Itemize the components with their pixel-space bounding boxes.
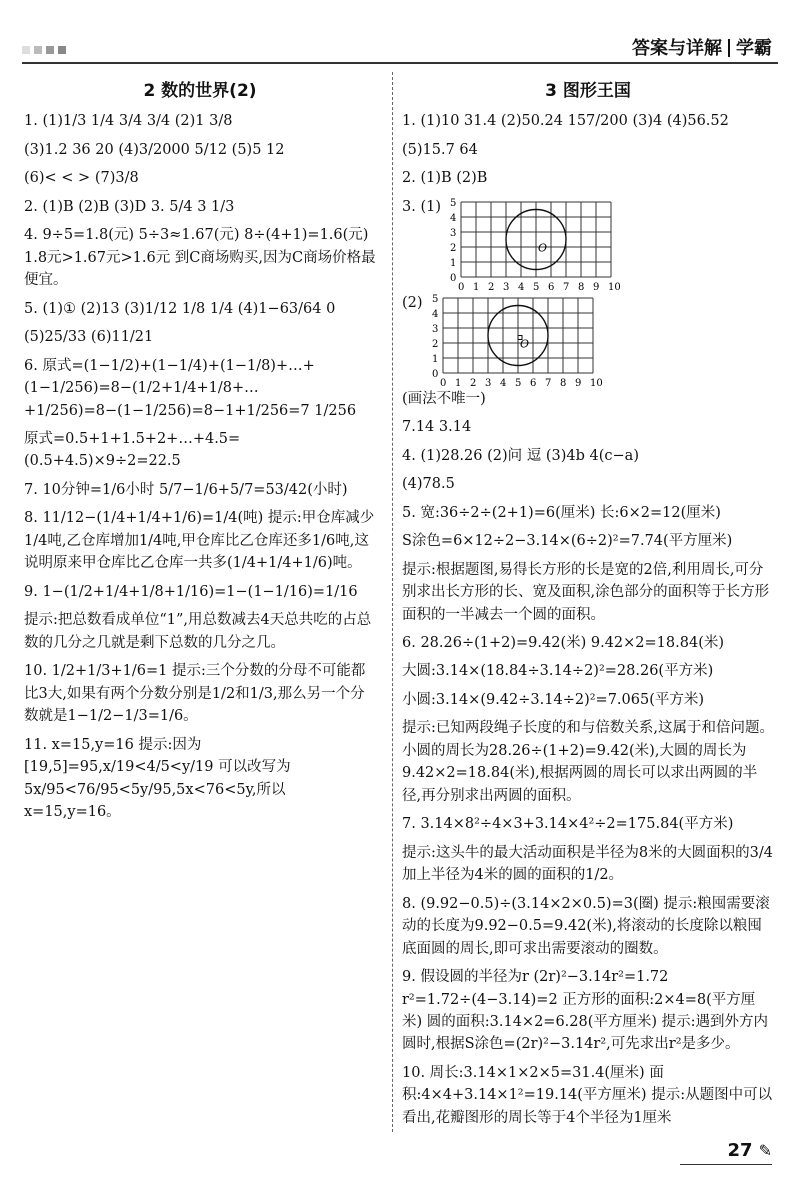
answer-item: 提示:把总数看成单位“1”,用总数减去4天总共吃的占总数的几分之几就是剩下总数的几分之几。 — [24, 612, 372, 651]
x-tick-label: 7 — [544, 377, 551, 389]
answer-item: 提示:根据题图,易得长方形的长是宽的2倍,利用周长,可分别求出长方形的长、宽及面积,涂色部分的面积等于长方形面积的一半减去一个圆的面积。 — [402, 561, 770, 623]
y-tick-label: 0 — [431, 368, 438, 380]
brand-logo: 学霸 — [736, 38, 772, 59]
answer-item: (画法不唯一) — [402, 390, 486, 407]
left-answers — [24, 110, 376, 823]
left-column — [24, 78, 376, 829]
answer-item: 6. 原式=(1−1/2)+(1−1/4)+(1−1/8)+…+(1−1/256)=8−(1/2+1/4+1/8+…+1/256)=8−(1−1/256)=8−1+1/256=7 1/256 — [24, 357, 357, 419]
y-tick-label: 5 — [431, 293, 438, 305]
x-tick-label: 4 — [499, 377, 506, 389]
answer-item: 11. x=15,y=16 提示:因为[19,5]=95,x/19<4/5<y/19 可以改写为5x/95<76/95<5y/95,5x<76<5y,所以x=15,y=16。 — [24, 736, 291, 820]
y-tick-label: 4 — [449, 212, 457, 224]
answer-item: 1. (1)10 31.4 (2)50.24 157/200 (3)4 (4)56.52 — [402, 113, 729, 130]
y-tick-label: 2 — [431, 338, 438, 350]
y-tick-label: 1 — [431, 353, 438, 365]
answer-item: 7. 3.14×8²÷4×3+3.14×4²÷2=175.84(平方米) — [402, 816, 734, 833]
coordinate-grid — [431, 292, 603, 389]
answer-item: 10. 1/2+1/3+1/6=1 提示:三个分数的分母不可能都比3大,如果有两个分数分别是1/2和1/3,那么另一个分数就是1−1/2−1/3=1/6。 — [24, 663, 366, 725]
answer-item: 提示:已知两段绳子长度的和与倍数关系,这属于和倍问题。小圆的周长为28.26÷(1+2)=9.42(米),大圆的周长为9.42×2=18.84(米),根据两圆的周长可以求出两圆的半径,再分别求出两圆的面积。 — [402, 720, 774, 804]
x-tick-label: 0 — [457, 281, 465, 293]
header-dots — [22, 46, 66, 54]
answer-item: (6)< < > (7)3/8 — [24, 170, 139, 187]
right-answers — [402, 110, 774, 1129]
page-header — [0, 0, 800, 60]
answer-label: 3. (1) — [402, 198, 441, 215]
answer-item: 提示:这头牛的最大活动面积是半径为8米的大圆面积的3/4加上半径为4米的圆的面积的1/2。 — [402, 844, 773, 884]
answer-item: 6. 28.26÷(1+2)=9.42(米) 9.42×2=18.84(米) — [402, 634, 725, 651]
y-tick-label: 0 — [449, 272, 457, 284]
answer-item: 5. (1)① (2)13 (3)1/12 1/8 1/4 (4)1−63/64 0 — [24, 300, 336, 317]
x-tick-label: 4 — [517, 281, 525, 293]
answer-item: (5)25/33 (6)11/21 — [24, 329, 154, 346]
x-tick-label: 2 — [469, 377, 476, 389]
x-tick-label: 5 — [514, 377, 521, 389]
header-rule — [22, 62, 778, 64]
x-tick-label: 9 — [574, 377, 581, 389]
x-tick-label: 5 — [532, 281, 540, 293]
column-divider — [392, 72, 393, 1132]
section-title-left: 2 数的世界(2) — [143, 81, 257, 101]
answer-item: 大圆:3.14×(18.84÷3.14÷2)²=28.26(平方米) — [402, 663, 714, 680]
answer-item: 原式=0.5+1+1.5+2+…+4.5=(0.5+4.5)×9÷2=22.5 — [24, 430, 241, 470]
answer-item — [402, 292, 774, 389]
x-tick-label: 1 — [454, 377, 461, 389]
y-tick-label: 3 — [449, 227, 457, 239]
answer-item: (5)15.7 64 — [402, 141, 478, 158]
y-tick-label: 1 — [449, 257, 457, 269]
y-tick-label: 4 — [431, 308, 438, 320]
x-tick-label: 9 — [592, 281, 600, 293]
answer-item: 5. 宽:36÷2÷(2+1)=6(厘米) 长:6×2=12(厘米) — [402, 504, 721, 521]
center-label: O — [537, 241, 548, 255]
header-brand — [632, 34, 772, 60]
answer-item: 9. 1−(1/2+1/4+1/8+1/16)=1−(1−1/16)=1/16 — [24, 583, 358, 600]
answer-label: (2) — [402, 294, 423, 311]
answer-item — [402, 196, 774, 293]
y-tick-label: 2 — [449, 242, 457, 254]
x-tick-label: 3 — [502, 281, 510, 293]
y-tick-label: 3 — [431, 323, 438, 335]
center-label: O — [519, 337, 529, 351]
book-title: 答案与详解 — [632, 38, 722, 59]
x-tick-label: 8 — [577, 281, 585, 293]
answer-item: 8. (9.92−0.5)÷(3.14×2×0.5)=3(圈) 提示:粮囤需要滚动的长度为9.92−0.5=9.42(米),将滚动的长度除以粮囤底面圆的周长,即可求出需要滚动的圈数。 — [402, 895, 770, 957]
x-tick-label: 7 — [562, 281, 570, 293]
coordinate-grid — [449, 196, 621, 293]
answer-item: 2. (1)B (2)B (3)D 3. 5/4 3 1/3 — [24, 198, 235, 215]
answer-item: 9. 假设圆的半径为r (2r)²−3.14r²=1.72 r²=1.72÷(4−3.14)=2 正方形的面积:2×4=8(平方厘米) 圆的面积:3.14×2=6.28(平方厘米) 提示:遇到外方内圆时,根据S涂色=(2r)²−3.14r²,可先求出r²是多少。 — [402, 969, 769, 1053]
answer-item: 7. 10分钟=1/6小时 5/7−1/6+5/7=53/42(小时) — [24, 481, 348, 498]
x-tick-label: 2 — [487, 281, 495, 293]
page-number-text: 27 — [727, 1140, 753, 1161]
right-column — [402, 78, 774, 1135]
answer-item: 8. 11/12−(1/4+1/4+1/6)=1/4(吨) 提示:甲仓库减少1/4吨,乙仓库增加1/4吨,甲仓库比乙仓库还多1/6吨,这说明原来甲仓库比乙仓库一共多(1/4+1/4+1/6)吨。 — [24, 510, 375, 572]
section-title-right: 3 图形王国 — [545, 81, 631, 101]
answer-item: (3)1.2 36 20 (4)3/2000 5/12 (5)5 12 — [24, 141, 285, 158]
x-tick-label: 10 — [589, 377, 603, 389]
x-tick-label: 6 — [547, 281, 555, 293]
answer-item: 4. (1)28.26 (2)问 逗 (3)4b 4(c−a) — [402, 447, 639, 464]
answer-item: 10. 周长:3.14×1×2×5=31.4(厘米) 面积:4×4+3.14×1²=19.14(平方厘米) 提示:从题图中可以看出,花瓣图形的周长等于4个半径为1厘米 — [402, 1064, 773, 1126]
answer-item: 4. 9÷5=1.8(元) 5÷3≈1.67(元) 8÷(4+1)=1.6(元) 1.8元>1.67元>1.6元 到C商场购买,因为C商场价格最便宜。 — [24, 227, 376, 289]
answer-item: 7.14 3.14 — [402, 419, 472, 436]
x-tick-label: 10 — [607, 281, 621, 293]
footer-rule — [680, 1164, 772, 1165]
pencil-icon: ✎ — [758, 1141, 772, 1160]
answer-item: 小圆:3.14×(9.42÷3.14÷2)²=7.065(平方米) — [402, 691, 705, 708]
x-tick-label: 3 — [484, 377, 491, 389]
x-tick-label: 8 — [559, 377, 566, 389]
x-tick-label: 1 — [472, 281, 480, 293]
x-tick-label: 0 — [439, 377, 446, 389]
answer-item: S涂色=6×12÷2−3.14×(6÷2)²=7.74(平方厘米) — [402, 533, 733, 550]
y-tick-label: 5 — [449, 197, 457, 209]
answer-item: (4)78.5 — [402, 476, 455, 493]
page-number — [728, 1140, 772, 1161]
answer-item: 2. (1)B (2)B — [402, 170, 488, 187]
x-tick-label: 6 — [529, 377, 536, 389]
answer-item: 1. (1)1/3 1/4 3/4 3/4 (2)1 3/8 — [24, 113, 233, 130]
